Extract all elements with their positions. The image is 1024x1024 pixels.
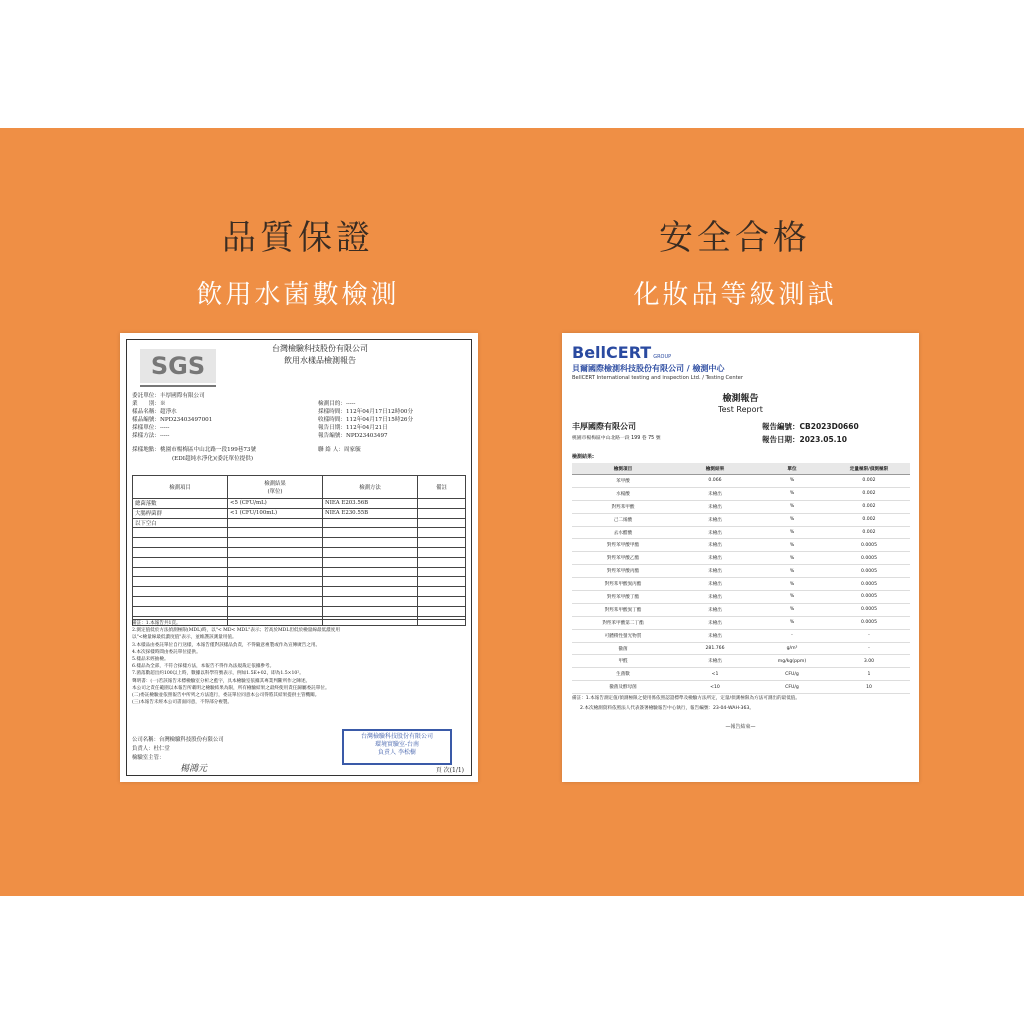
table-row xyxy=(572,642,910,655)
field: 聯 絡 人：周家毓 xyxy=(318,447,361,453)
table-cell: 0.002 xyxy=(828,500,910,513)
table-cell: 對羥苯甲酸乙酯 xyxy=(572,552,674,565)
table-cell: 黴菌 xyxy=(572,642,674,655)
table-cell: g/m³ xyxy=(756,642,828,655)
table-cell xyxy=(418,508,466,518)
table-row xyxy=(572,668,910,681)
table-cell: 黴菌及酵母菌 xyxy=(572,681,674,694)
table-cell: % xyxy=(756,500,828,513)
table-cell: % xyxy=(756,603,828,616)
table-cell: 未檢出 xyxy=(674,552,756,565)
table-cell: 1 xyxy=(828,668,910,681)
table-cell: 己二烯酸 xyxy=(572,513,674,526)
table-cell: 未檢出 xyxy=(674,591,756,604)
table-cell: - xyxy=(756,629,828,642)
table-cell: 0.0005 xyxy=(828,552,910,565)
table-cell: 水楊酸 xyxy=(572,487,674,500)
report-end: —報告結束— xyxy=(725,724,756,730)
field: 採樣時間：112年04月17日12時00分 xyxy=(318,409,414,415)
table-row xyxy=(572,591,910,604)
sgs-results-table xyxy=(132,475,466,626)
field: 報告編號：NPD23403497 xyxy=(318,433,388,439)
note-line: 以"<檢量線最低濃度值"表示，並維護該測量用值。 xyxy=(132,635,237,641)
empty-row xyxy=(133,557,466,567)
table-row xyxy=(572,475,910,488)
table-cell: 未檢出 xyxy=(674,513,756,526)
logo-group: GROUP xyxy=(653,354,672,360)
note-line: 聲明書：(一)若該報告未標檢驗室分析之藍字，具本檢驗室依據其專業判斷所作之陳述。 xyxy=(132,678,311,684)
field: 樣品編號：NPD23403497001 xyxy=(132,417,213,423)
field: 檢測目的：----- xyxy=(318,401,356,407)
signature: 楊鴻元 xyxy=(180,764,208,774)
page-number: 頁 次(1/1) xyxy=(435,767,464,774)
table-cell: 對羥苯甲酸丁酯 xyxy=(572,591,674,604)
table-cell: % xyxy=(756,578,828,591)
table-cell: - xyxy=(828,629,910,642)
table-cell: 未檢出 xyxy=(674,539,756,552)
field: 採樣單位：----- xyxy=(132,425,170,431)
table-cell: 以下空白 xyxy=(133,518,228,528)
note-line: 5.樣品未經抽檢。 xyxy=(132,657,169,663)
empty-row xyxy=(133,606,466,616)
note-line: 本公司之責任範圍以本報告所載明之檢驗結果為限，所有檢驗結果之最終使用責任歸屬委託單位。 xyxy=(132,685,330,691)
table-row xyxy=(572,526,910,539)
table-cell: 0.0005 xyxy=(828,578,910,591)
table-row xyxy=(572,565,910,578)
table-cell xyxy=(228,518,323,528)
table-cell: 對羥苯甲酸甲酯 xyxy=(572,539,674,552)
table-cell: 大腸桿菌群 xyxy=(133,508,228,518)
report-number: 報告編號：CB2023D0660 xyxy=(762,422,859,431)
note-1: 備註：1.本報告測定值/偵測極限之使用係依照認證標準及檢驗方法所定，定量/偵測極限為方法可測出的最低值。 xyxy=(572,696,800,701)
sgs-logo: SGS xyxy=(140,349,216,383)
table-cell xyxy=(418,499,466,509)
company-name-cn: 貝爾國際檢測科技股份有限公司 / 檢測中心 xyxy=(572,364,725,373)
table-cell: NIEA E230.55B xyxy=(323,508,418,518)
left-title: 品質保證 xyxy=(222,218,374,258)
table-cell: - xyxy=(828,642,910,655)
field: 採樣地點：桃園市楊梅區中山北路一段199巷73號 xyxy=(132,447,257,453)
table-cell xyxy=(418,518,466,528)
table-cell: 未檢出 xyxy=(674,578,756,591)
logo-underline xyxy=(140,385,216,387)
table-cell: % xyxy=(756,513,828,526)
sgs-responsible-person: 負責人：杜仁堂 xyxy=(132,746,170,752)
note-line: (三)本報告未經本公司書面同意，不得部分複製。 xyxy=(132,700,233,706)
bellcert-test-report[interactable] xyxy=(562,333,919,782)
table-row xyxy=(572,487,910,500)
table-cell: 未檢出 xyxy=(674,565,756,578)
sgs-notes xyxy=(132,619,466,706)
table-row xyxy=(572,616,910,629)
table-cell: 未檢出 xyxy=(674,629,756,642)
table-cell: % xyxy=(756,475,828,488)
bellcert-results-table xyxy=(572,463,910,694)
table-cell: mg/kg(ppm) xyxy=(756,655,828,668)
field: 業 別：※ xyxy=(132,401,166,407)
sgs-lab-supervisor: 檢驗室主管： xyxy=(132,755,165,761)
table-cell: % xyxy=(756,565,828,578)
table-cell: NIEA E203.56B xyxy=(323,499,418,509)
empty-row xyxy=(133,596,466,606)
table-header-row xyxy=(572,463,910,475)
empty-row xyxy=(133,577,466,587)
table-cell: 生菌數 xyxy=(572,668,674,681)
sgs-report-title: 飲用水樣品檢測報告 xyxy=(284,356,356,365)
table-header: 檢測項目 xyxy=(572,463,674,475)
table-cell: 281.766 xyxy=(674,642,756,655)
table-cell: <10 xyxy=(674,681,756,694)
table-cell: 去水醋酸 xyxy=(572,526,674,539)
table-cell: 未檢出 xyxy=(674,500,756,513)
table-cell: 未檢出 xyxy=(674,603,756,616)
table-cell: 對羥苯甲酸第二丁酯 xyxy=(572,616,674,629)
logo-text: BellCERT xyxy=(572,343,652,362)
client-address: 桃園市楊梅區中山北路一段 199 巷 75 號 xyxy=(572,436,661,441)
table-header: 檢測結果 xyxy=(674,463,756,475)
field: (EDI超純水淨化)(委託單位提供) xyxy=(172,456,254,462)
note-line: 7.菌落數超出約100以上時，數據以科學符號表示，例如1.5E+02，即為1.5×10²。 xyxy=(132,671,304,677)
table-cell: 未檢出 xyxy=(674,487,756,500)
table-cell: 甲醛 xyxy=(572,655,674,668)
table-cell: 0.0005 xyxy=(828,565,910,578)
table-cell: 0.066 xyxy=(674,475,756,488)
table-cell: 0.0005 xyxy=(828,603,910,616)
left-subtitle: 飲用水菌數檢測 xyxy=(196,280,400,310)
table-cell: % xyxy=(756,526,828,539)
note-line: 4.本次採樣時間由委託單位提供。 xyxy=(132,649,201,655)
table-cell: 0.002 xyxy=(828,487,910,500)
table-cell: 對羥苯甲酸 xyxy=(572,500,674,513)
field: 委託單位：丰厚國際有限公司 xyxy=(132,393,205,399)
right-subtitle: 化妝品等級測試 xyxy=(633,280,837,310)
table-cell: 3.00 xyxy=(828,655,910,668)
field: 收樣時間：112年04月17日15時26分 xyxy=(318,417,414,423)
table-cell: <5 (CFU/mL) xyxy=(228,499,323,509)
field: 樣品名稱：超淨水 xyxy=(132,409,177,415)
note-line: 2.測定值低於方法偵測極限(MDL)時，以"< MD< MDL"表示；若高於MDL但低於檢量線最低濃度用 xyxy=(132,628,340,634)
table-cell: 對羥苯甲酸異丁酯 xyxy=(572,603,674,616)
table-row xyxy=(572,578,910,591)
table-cell: 0.002 xyxy=(828,475,910,488)
client-name: 丰厚國際有限公司 xyxy=(572,422,636,431)
empty-row xyxy=(133,538,466,548)
table-row xyxy=(572,513,910,526)
table-header: 檢測結果 (單位) xyxy=(228,476,323,499)
table-cell: CFU/g xyxy=(756,668,828,681)
empty-row xyxy=(133,528,466,538)
table-cell: % xyxy=(756,539,828,552)
table-cell: % xyxy=(756,552,828,565)
field: 報告日期：112年04月21日 xyxy=(318,425,388,431)
table-cell: 總菌落數 xyxy=(133,499,228,509)
table-header: 檢測項目 xyxy=(133,476,228,499)
table-cell: <1 (CFU/100mL) xyxy=(228,508,323,518)
report-title-cn: 檢測報告 xyxy=(722,394,759,404)
table-row xyxy=(133,499,466,509)
table-cell: % xyxy=(756,487,828,500)
table-header: 備註 xyxy=(418,476,466,499)
lab-stamp: 台灣檢驗科技股份有限公司 環境實驗室-台南 負責人 李松樹 xyxy=(342,729,452,765)
table-row xyxy=(572,655,910,668)
table-row xyxy=(133,508,466,518)
table-cell: 對羥苯甲酸丙酯 xyxy=(572,565,674,578)
table-cell: % xyxy=(756,616,828,629)
table-cell: 可體積性螢光物質 xyxy=(572,629,674,642)
table-cell xyxy=(323,518,418,528)
note-line: (二)委託檢驗並依照報告中所列之方法進行，委託單位同意本公司得將其結果提供主管機關。 xyxy=(132,693,320,699)
table-cell: 未檢出 xyxy=(674,616,756,629)
empty-row xyxy=(133,567,466,577)
table-cell: CFU/g xyxy=(756,681,828,694)
report-date: 報告日期：2023.05.10 xyxy=(762,435,847,444)
table-row xyxy=(572,500,910,513)
table-header: 單位 xyxy=(756,463,828,475)
table-row xyxy=(572,681,910,694)
table-cell: <1 xyxy=(674,668,756,681)
table-cell: 0.002 xyxy=(828,526,910,539)
table-row xyxy=(572,552,910,565)
table-cell: % xyxy=(756,591,828,604)
company-name-en: BellCERT International testing and inspection Ltd. / Testing Center xyxy=(572,375,743,381)
sgs-company-name: 公司名稱：台灣檢驗科技股份有限公司 xyxy=(132,737,224,743)
empty-row xyxy=(133,587,466,597)
sgs-water-test-report[interactable] xyxy=(120,333,478,782)
table-header: 檢測方法 xyxy=(323,476,418,499)
table-row xyxy=(572,603,910,616)
table-cell: 0.0005 xyxy=(828,539,910,552)
empty-row xyxy=(133,547,466,557)
note-line: 3.本樣品由委託單位自行送樣，本報告僅對該樣品負責，不得隨意複製或作為宣傳廣告之用。 xyxy=(132,642,321,648)
table-header-row xyxy=(133,476,466,499)
table-row xyxy=(133,518,466,528)
note-line: 備註：1.本報告共1頁。 xyxy=(132,621,181,626)
table-cell: 10 xyxy=(828,681,910,694)
table-cell: 0.0005 xyxy=(828,616,910,629)
right-title: 安全合格 xyxy=(659,218,811,258)
field: 採樣方法：----- xyxy=(132,433,170,439)
table-cell: 未檢出 xyxy=(674,526,756,539)
note-line: 6.樣品為全部，不符合採樣方法，本報告不得作為法規裁定依據參考。 xyxy=(132,664,275,670)
table-cell: 苯甲酸 xyxy=(572,475,674,488)
report-title-en: Test Report xyxy=(718,405,763,414)
sgs-company-title: 台灣檢驗科技股份有限公司 xyxy=(272,344,368,353)
table-cell: 未檢出 xyxy=(674,655,756,668)
table-header: 定量極限/偵測極限 xyxy=(828,463,910,475)
table-cell: 0.002 xyxy=(828,513,910,526)
bellcert-logo xyxy=(572,343,671,362)
table-row xyxy=(572,539,910,552)
note-2: 2.本次檢測資料依照法人代表簽署檢驗報告中心執行，報告編號：23-04-WAH-363。 xyxy=(580,706,754,711)
table-cell: 0.0005 xyxy=(828,591,910,604)
table-cell: 對羥苯甲酸異丙酯 xyxy=(572,578,674,591)
results-label: 檢測結果: xyxy=(572,454,594,460)
table-row xyxy=(572,629,910,642)
